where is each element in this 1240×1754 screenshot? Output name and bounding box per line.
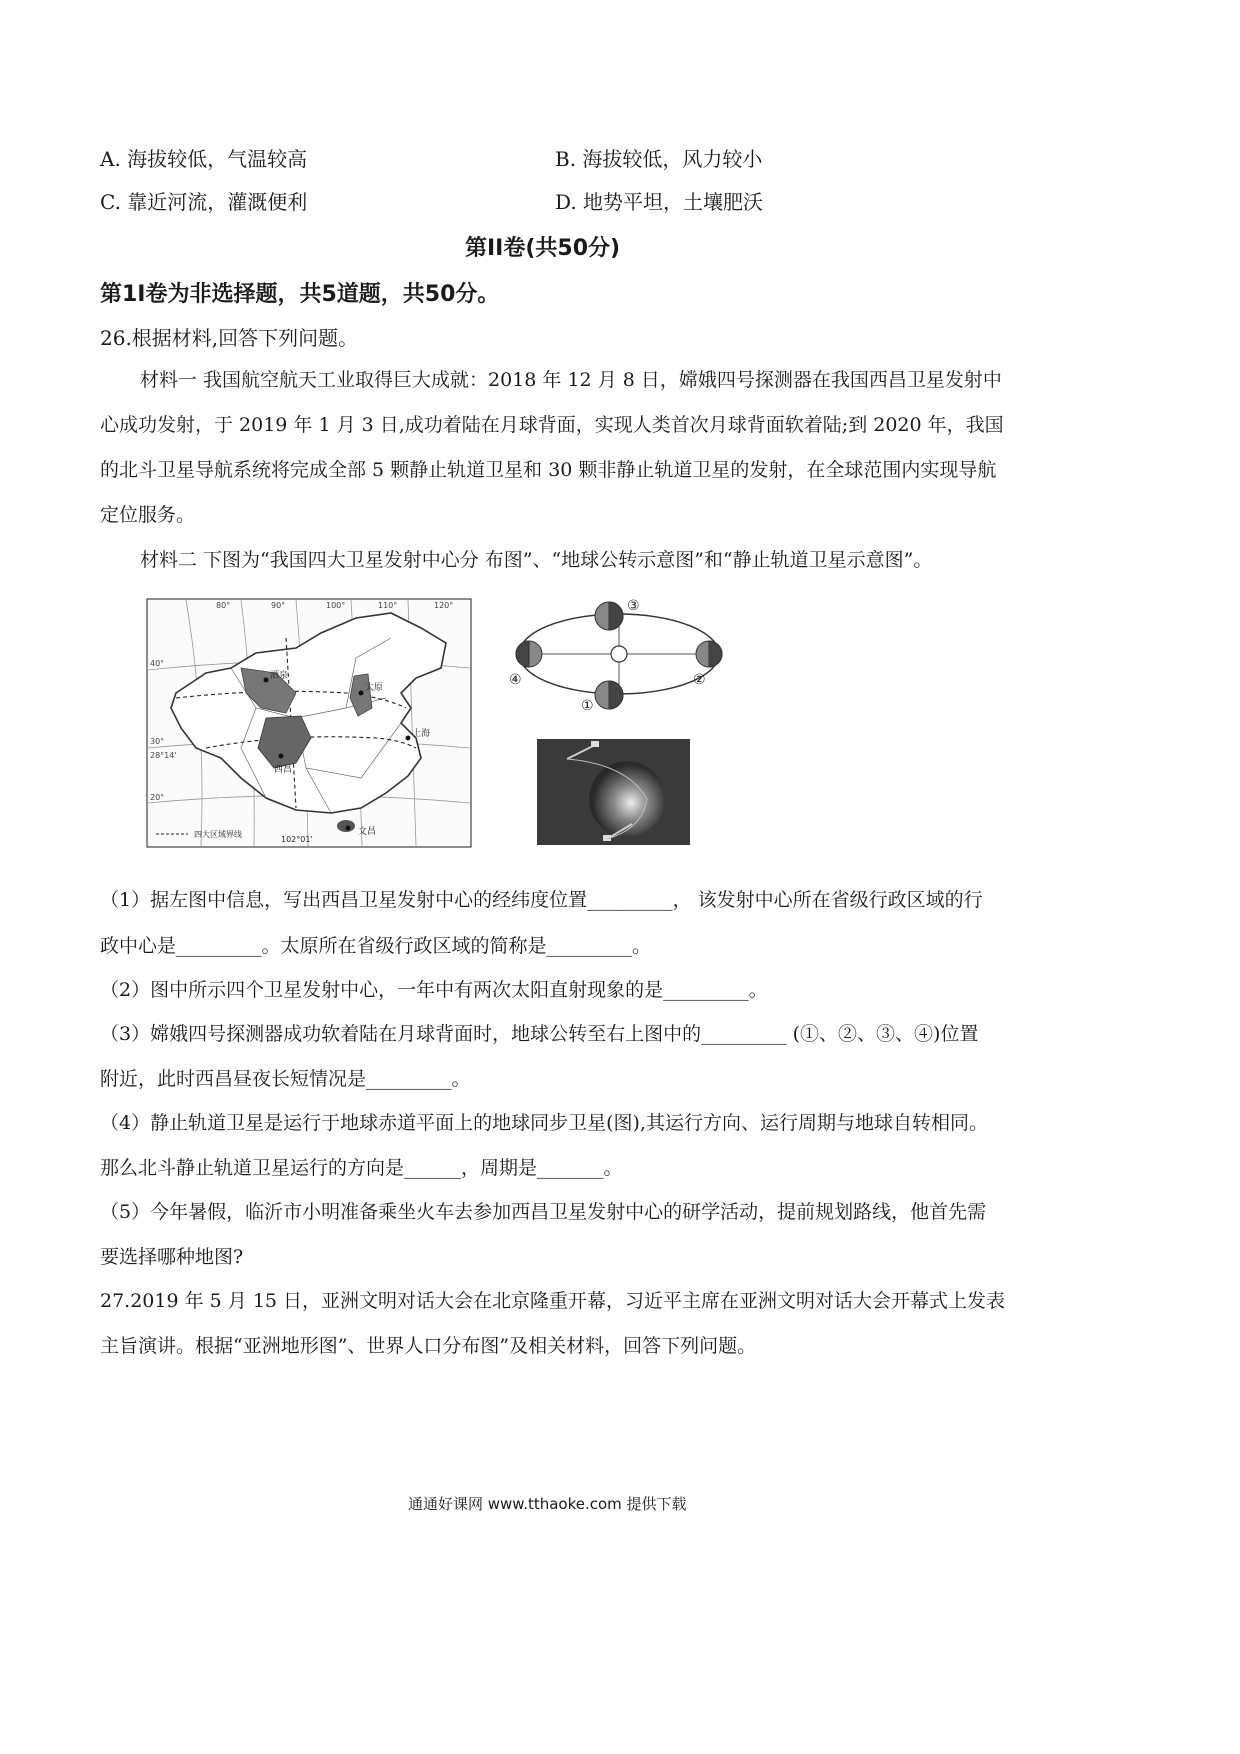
city-label: 西昌 — [274, 765, 293, 775]
section-title: 第II卷(共50分) — [465, 236, 621, 261]
question-1-line-2: 政中心是_________。太原所在省级行政区域的简称是_________。 — [100, 935, 652, 957]
city-label: 酒泉 — [270, 671, 289, 681]
lon-label: 110° — [378, 601, 398, 610]
question-4-line-1: （4）静止轨道卫星是运行于地球赤道平面上的地球同步卫星(图),其运行方向、运行周期与地球自转相同。 — [100, 1112, 988, 1134]
china-launch-map — [146, 598, 472, 848]
meridian-label: 102°01' — [281, 835, 313, 844]
lon-label: 90° — [271, 601, 286, 610]
question-5-line-1: （5）今年暑假，临沂市小明准备乘坐火车去参加西昌卫星发射中心的研学活动，提前规划路线，他首先需 — [100, 1201, 987, 1223]
lon-label: 100° — [326, 601, 346, 610]
orbit-position-label: ④ — [509, 672, 522, 688]
option-d: D. 地势平坦，土壤肥沃 — [555, 190, 764, 214]
map-legend: 四大区域界线 — [194, 830, 242, 839]
material1-line-1: 材料一 我国航空航天工业取得巨大成就：2018 年 12 月 8 日，嫦娥四号探测器在我国西昌卫星发射中 — [140, 369, 1002, 391]
question-4-line-2: 那么北斗静止轨道卫星运行的方向是______，周期是_______。 — [100, 1157, 623, 1179]
orbit-position-label: ② — [693, 672, 706, 688]
lat-label: 28°14' — [150, 751, 177, 760]
page-footer: 通通好课网 www.tthaoke.com 提供下载 — [408, 1495, 687, 1513]
lon-label: 80° — [216, 601, 231, 610]
section-subtitle: 第1I卷为非选择题，共5道题，共50分。 — [100, 282, 500, 307]
question-3-line-1: （3）嫦娥四号探测器成功软着陆在月球背面时，地球公转至右上图中的_________ (①、②、③、④)位置 — [100, 1023, 979, 1045]
option-a: A. 海拔较低，气温较高 — [100, 147, 308, 171]
lat-label: 20° — [150, 793, 165, 802]
lon-label: 120° — [434, 601, 454, 610]
q26-stem: 26.根据材料,回答下列问题。 — [100, 326, 359, 350]
q27-line-1: 27.2019 年 5 月 15 日，亚洲文明对话大会在北京隆重开幕，习近平主席在亚洲文明对话大会开幕式上发表 — [100, 1290, 1006, 1312]
material2-line: 材料二 下图为“我国四大卫星发射中心分 布图”、“地球公转示意图”和“静止轨道卫星示意图”。 — [140, 549, 933, 571]
question-5-line-2: 要选择哪种地图? — [100, 1246, 244, 1268]
earth-revolution-diagram — [505, 592, 733, 722]
material1-line-2: 心成功发射，于 2019 年 1 月 3 日,成功着陆在月球背面，实现人类首次月球背面软着陆;到 2020 年，我国 — [100, 414, 1004, 436]
question-2: （2）图中所示四个卫星发射中心，一年中有两次太阳直射现象的是_________。 — [100, 979, 768, 1001]
orbit-position-label: ① — [581, 698, 594, 714]
material1-line-4: 定位服务。 — [100, 504, 196, 526]
material1-line-3: 的北斗卫星导航系统将完成全部 5 颗静止轨道卫星和 30 颗非静止轨道卫星的发射，在全球范围内实现导航 — [100, 459, 997, 481]
city-label: 太原 — [365, 683, 384, 693]
city-label: 上海 — [412, 729, 431, 739]
orbit-position-label: ③ — [627, 598, 640, 614]
lat-label: 30° — [150, 737, 165, 746]
question-3-line-2: 附近，此时西昌昼夜长短情况是_________。 — [100, 1068, 471, 1090]
q27-line-2: 主旨演讲。根据“亚洲地形图”、世界人口分布图”及相关材料，回答下列问题。 — [100, 1335, 757, 1357]
city-label: 文昌 — [358, 827, 377, 837]
geostationary-satellite-image — [537, 739, 690, 845]
option-b: B. 海拔较低，风力较小 — [555, 147, 763, 171]
question-1-line-1: （1）据左图中信息，写出西昌卫星发射中心的经纬度位置_________， 该发射中心所在省级行政区域的行 — [100, 889, 983, 911]
option-c: C. 靠近河流，灌溉便利 — [100, 190, 308, 214]
china-map-svg — [146, 598, 472, 848]
lat-label: 40° — [150, 659, 165, 668]
